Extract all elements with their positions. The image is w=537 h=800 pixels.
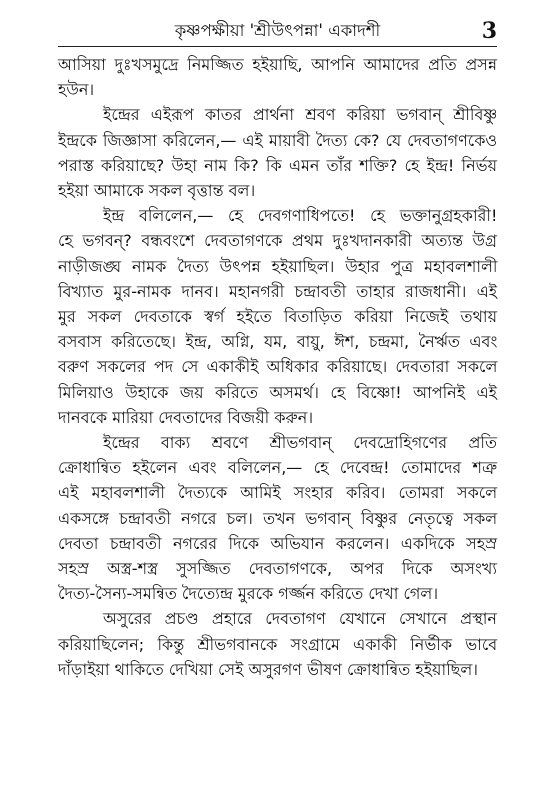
text-line: দানবকে মারিয়া দেবতাদের বিজয়ী করুন। <box>58 407 314 427</box>
text-line: ইন্দ্রকে জিজ্ঞাসা করিলেন,— এই মায়াবী দৈত্য কে? যে দেবতাগণকেও <box>58 130 498 150</box>
text-line: দাঁড়াইয়া থাকিতে দেখিয়া সেই অসুরগণ ভীষণ ক্রোধান্বিত হইয়াছিল। <box>58 659 479 679</box>
text-line: বরুণ সকলের পদ সে একাকীই অধিকার করিয়াছে। দেবতারা সকলে <box>58 357 498 377</box>
text-line: একসঙ্গে চন্দ্রাবতী নগরে চল। তখন ভগবান্ বিষ্ণুর নেতৃত্বে সকল <box>58 508 498 528</box>
text-line: হে ভগবন্? বন্ধবংশে দেবতাগণকে প্রথম দুঃখদানকারী অত্যন্ত উগ্র <box>58 231 497 251</box>
text-line: দৈত্য-সৈন্য-সমন্বিত দৈত্যেন্দ্র মুরকে গর্জ্জন করিতে দেখা গেল। <box>58 584 439 604</box>
text-line: মুর সকল দেবতাকে স্বর্গ হইতে বিতাড়িত করিয়া নিজেই তথায় <box>58 307 497 327</box>
text-line: হইয়া আমাকে সকল বৃত্তান্ত বল। <box>58 181 256 201</box>
paragraph <box>58 203 497 430</box>
text-line: সহস্র অস্ত্র-শস্ত্র সুসজ্জিত দেবতাগণকে, অপর দিকে অসংখ্য <box>58 559 497 579</box>
header-rule <box>58 46 497 47</box>
text-line: ইন্দ্রের এইরূপ কাতর প্রার্থনা শ্রবণ করিয়া ভগবান্ শ্রীবিষ্ণু <box>103 105 498 125</box>
text-line: মিলিয়াও উহাকে জয় করিতে অসমর্থ। হে বিষ্ণো! আপনিই এই <box>58 382 497 402</box>
text-line: বিখ্যাত মুর-নামক দানব। মহানগরী চন্দ্রাবতী তাহার রাজধানী। এই <box>58 281 498 301</box>
body-text <box>58 52 497 682</box>
text-line: আসিয়া দুঃখসমুদ্রে নিমজ্জিত হইয়াছি, আপনি আমাদের প্রতি প্রসন্ন <box>58 55 497 74</box>
page-number: 3 <box>481 18 497 44</box>
header-title: কৃষ্ণপক্ষীয়া 'শ্রীউৎপন্না' একাদশী <box>174 21 381 40</box>
paragraph <box>58 52 497 102</box>
text-line: পরাস্ত করিয়াছে? উহা নাম কি? কি এমন তাঁর শক্তি? হে ইন্দ্র! নির্ভয় <box>58 155 497 175</box>
text-line: এই মহাবলশালী দৈত্যকে আমিই সংহার করিব। তোমরা সকলে <box>58 483 498 503</box>
paragraph <box>58 102 497 203</box>
text-line: করিয়াছিলেন; কিন্তু শ্রীভগবানকে সংগ্রামে একাকী নির্ভীক ভাবে <box>58 634 498 654</box>
text-line: দেবতা চন্দ্রাবতী নগরের দিকে অভিযান করলেন। একদিকে সহস্র <box>58 533 497 553</box>
running-header <box>58 14 497 44</box>
text-line: হউন। <box>58 80 95 100</box>
text-line: ক্রোধান্বিত হইলেন এবং বলিলেন,— হে দেবেন্দ্র! তোমাদের শত্রু <box>58 458 498 478</box>
text-line: ইন্দ্র বলিলেন,— হে দেবগণাধিপতে! হে ভক্তানুগ্রহকারী! <box>103 206 498 226</box>
text-line: নাড়ীজঙ্ঘ নামক দৈত্য উৎপন্ন হইয়াছিল। উহার পুত্র মহাবলশালী <box>58 256 498 276</box>
text-line: ইন্দ্রের বাক্য শ্রবণে শ্রীভগবান্ দেবদ্রোহিগণের প্রতি <box>103 433 497 453</box>
paragraph <box>58 430 497 606</box>
text-line: অসুরের প্রচণ্ড প্রহারে দেবতাগণ যেখানে সেখানে প্রস্থান <box>103 609 497 629</box>
text-line: বসবাস করিতেছে। ইন্দ্র, অগ্নি, যম, বায়ু, ঈশ, চন্দ্রমা, নৈর্ঋত এবং <box>58 332 498 352</box>
paragraph <box>58 606 497 682</box>
